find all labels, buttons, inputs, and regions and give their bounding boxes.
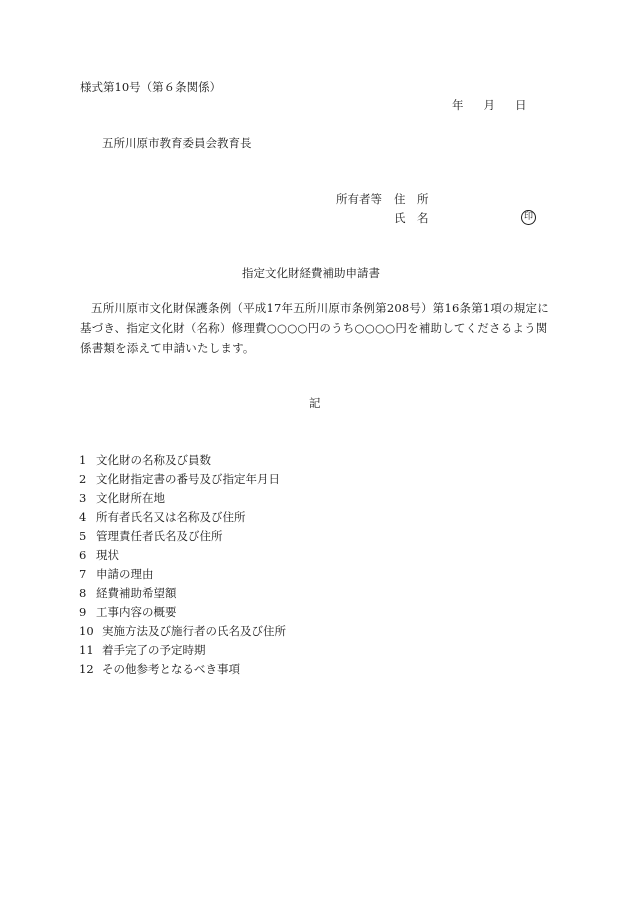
date-day-label: 日 (515, 98, 527, 112)
item-number: 4 (79, 510, 87, 524)
item-number: 5 (79, 529, 87, 543)
item-text: 現状 (96, 548, 119, 562)
item-text: 申請の理由 (96, 567, 154, 581)
list-item (79, 644, 286, 663)
item-number: 6 (79, 548, 87, 562)
item-number: 1 (79, 453, 87, 467)
list-item (79, 568, 286, 587)
item-text: 工事内容の概要 (96, 605, 177, 619)
date-line (452, 100, 527, 112)
item-number: 11 (79, 643, 94, 657)
application-body-text: 五所川原市文化財保護条例（平成17年五所川原市条例第208号）第16条第1項の規定に基づき、指定文化財（名称）修理費○○○○円のうち○○○○円を補助してくださるよう関係書類を添えて申請いたします。 (80, 301, 549, 355)
ki-heading: 記 (309, 396, 321, 410)
name-label: 氏 名 (394, 211, 429, 225)
list-item (79, 454, 286, 473)
item-text: 着手完了の予定時期 (102, 643, 206, 657)
item-text: 文化財の名称及び員数 (96, 453, 211, 467)
list-item (79, 530, 286, 549)
list-item (79, 663, 286, 682)
list-item (79, 606, 286, 625)
item-text: 経費補助希望額 (96, 586, 177, 600)
form-number: 様式第10号（第６条関係） (80, 80, 222, 94)
item-number: 7 (79, 567, 87, 581)
item-number: 10 (79, 624, 94, 638)
item-text: 文化財指定書の番号及び指定年月日 (96, 472, 280, 486)
list-item (79, 511, 286, 530)
item-text: 所有者氏名又は名称及び住所 (96, 510, 246, 524)
list-item (79, 492, 286, 511)
item-number: 3 (79, 491, 87, 505)
list-item (79, 473, 286, 492)
item-text: 文化財所在地 (96, 491, 165, 505)
list-item (79, 587, 286, 606)
item-number: 12 (79, 662, 94, 676)
item-text: 実施方法及び施行者の氏名及び住所 (102, 624, 286, 638)
list-item (79, 549, 286, 568)
item-number: 9 (79, 605, 87, 619)
date-year-label: 年 (452, 98, 464, 112)
seal-mark: 印 (521, 210, 536, 225)
address-label: 住 所 (394, 192, 429, 206)
item-number: 2 (79, 472, 87, 486)
owner-label: 所有者等 (336, 192, 382, 206)
items-list (79, 454, 286, 682)
addressee: 五所川原市教育委員会教育長 (102, 136, 252, 150)
list-item (79, 625, 286, 644)
document-title: 指定文化財経費補助申請書 (242, 266, 380, 280)
item-text: 管理責任者氏名及び住所 (96, 529, 223, 543)
item-number: 8 (79, 586, 87, 600)
item-text: その他参考となるべき事項 (102, 662, 240, 676)
date-month-label: 月 (483, 98, 495, 112)
